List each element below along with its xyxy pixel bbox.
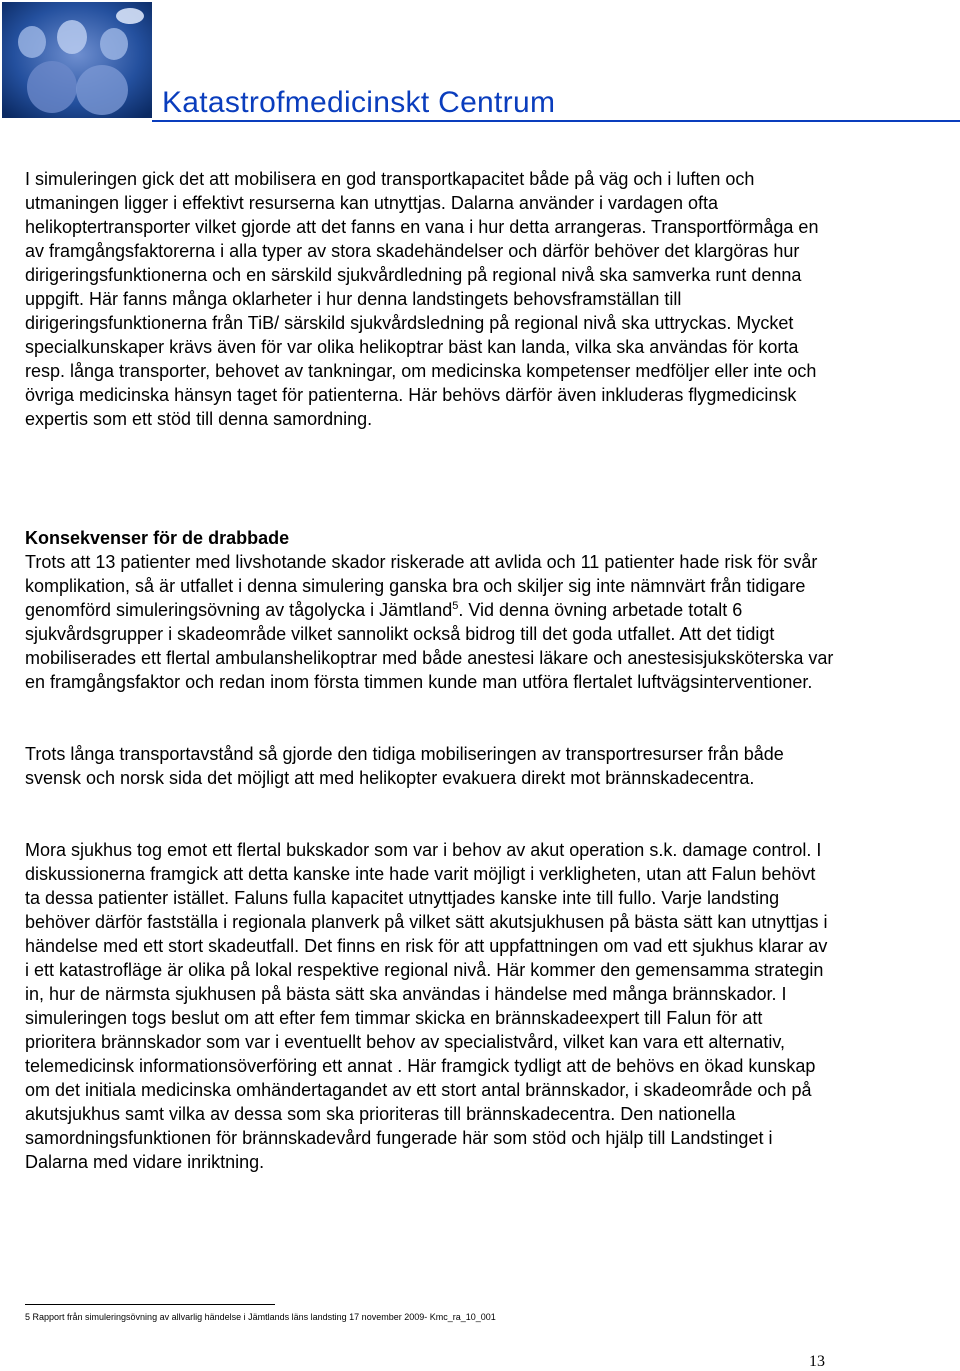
body-paragraph-consequences [25, 550, 835, 694]
footnote-divider [25, 1304, 275, 1305]
page-number: 13 [809, 1353, 825, 1370]
body-paragraph-mora: Mora sjukhus tog emot ett flertal bukskador som var i behov av akut operation s.k. damage control. I diskussionerna framgick att detta kanske inte hade varit möjligt i verkligheten, utan att Falun behövt ta dessa patienter istället. Faluns fulla kapacitet utnyttjades kanske inte till fullo. Varje landsting behöver därför fastställa i regionala planverk på vilket sätt akutsjukhusen på bästa sätt kan utnyttjas i händelse med ett stort skadeutfall. Det finns en risk för att uppfattningen om vad ett sjukhus klarar av i ett katastrofläge är olika på lokal respektive regional nivå. Här kommer den gemensamma strategin in, hur de närmsta sjukhusen på bästa sätt ska användas i händelse med många brännskador. I simuleringen togs beslut om att efter fem timmar skicka en brännskadeexpert till Falun för att prioritera brännskador som var i eventuellt behov av specialistvård, vilket kan vara ett alternativ, telemedicinsk informationsöverföring ett annat . Här framgick tydligt att de behövs en ökad kunskap om det initiala medicinska omhändertagandet av ett stort antal brännskador, i skadeområde och på akutsjukhus samt vilka av dessa som ska prioriteras till brännskadecentra. Den nationella samordningsfunktionen för brännskadevård fungerade här som stöd och hjälp till Landstinget i Dalarna med vidare inriktning. [25, 840, 828, 1172]
paragraph-text-before-reference: Trots att 13 patienter med livshotande skador riskerade att avlida och 11 patienter hade risk för svår komplikation, så är utfallet i denna simulering ganska bra och skiljer sig inte nämnvärt från tidigare genomförd simuleringsövning av tågolycka i Jämtland [25, 552, 818, 620]
footnote-reference[interactable]: 5 [452, 600, 459, 612]
header-divider [152, 120, 960, 122]
body-paragraph-transport: I simuleringen gick det att mobilisera en god transportkapacitet både på väg och i luften och utmaningen ligger i effektivt resurserna kan utnyttjas. Dalarna använder i vardagen ofta helikoptertransporter vilket gjorde att det fanns en vana i hur detta arrangeras. Transportförmåga en av framgångsfaktorerna i alla typer av stora skadehändelser och därför behöver det klargöras hur dirigeringsfunktionerna och en särskild sjukvårdledning på regional nivå ska samverka runt denna uppgift. Här fanns många oklarheter i hur denna landstingets behovsframställan till dirigeringsfunktionerna från TiB/ särskild sjukvårdsledning på regional nivå ska uttryckas. Mycket specialkunskaper krävs även för var olika helikoptrar bäst kan landa, vilka ska användas för korta resp. långa transporter, behovet av tankningar, om medicinska kompetenser medföljer eller inte och övriga medicinska hänsyn taget för patienterna. Här behövs därför även inkluderas flygmedicinsk expertis som ett stöd till denna samordning. [25, 169, 819, 429]
paragraph-text-after-reference: . Vid denna övning arbetade totalt 6 sjukvårdsgrupper i skadeområde vilket sannolikt också bidrog till det goda utfallet. Att det tidigt mobiliserades ett flertal ambulanshelikoptrar med både anestesi läkare och anestesisjuksköterska var en framgångsfaktor och redan inom första timmen kunde man utföra flertalet luftvägsinterventioner. [25, 600, 834, 692]
section-heading: Konsekvenser för de drabbade [25, 528, 290, 548]
page-header-title: Katastrofmedicinskt Centrum [162, 86, 556, 119]
medical-team-logo-icon [2, 2, 152, 118]
body-paragraph-evacuation: Trots långa transportavstånd så gjorde den tidiga mobiliseringen av transportresurser från både svensk och norsk sida det möjligt att med helikopter evakuera direkt mot brännskadecentra. [25, 744, 784, 788]
footnote-text: 5 Rapport från simuleringsövning av allvarlig händelse i Jämtlands läns landsting 17 november 2009- Kmc_ra_10_001 [25, 1312, 496, 1322]
